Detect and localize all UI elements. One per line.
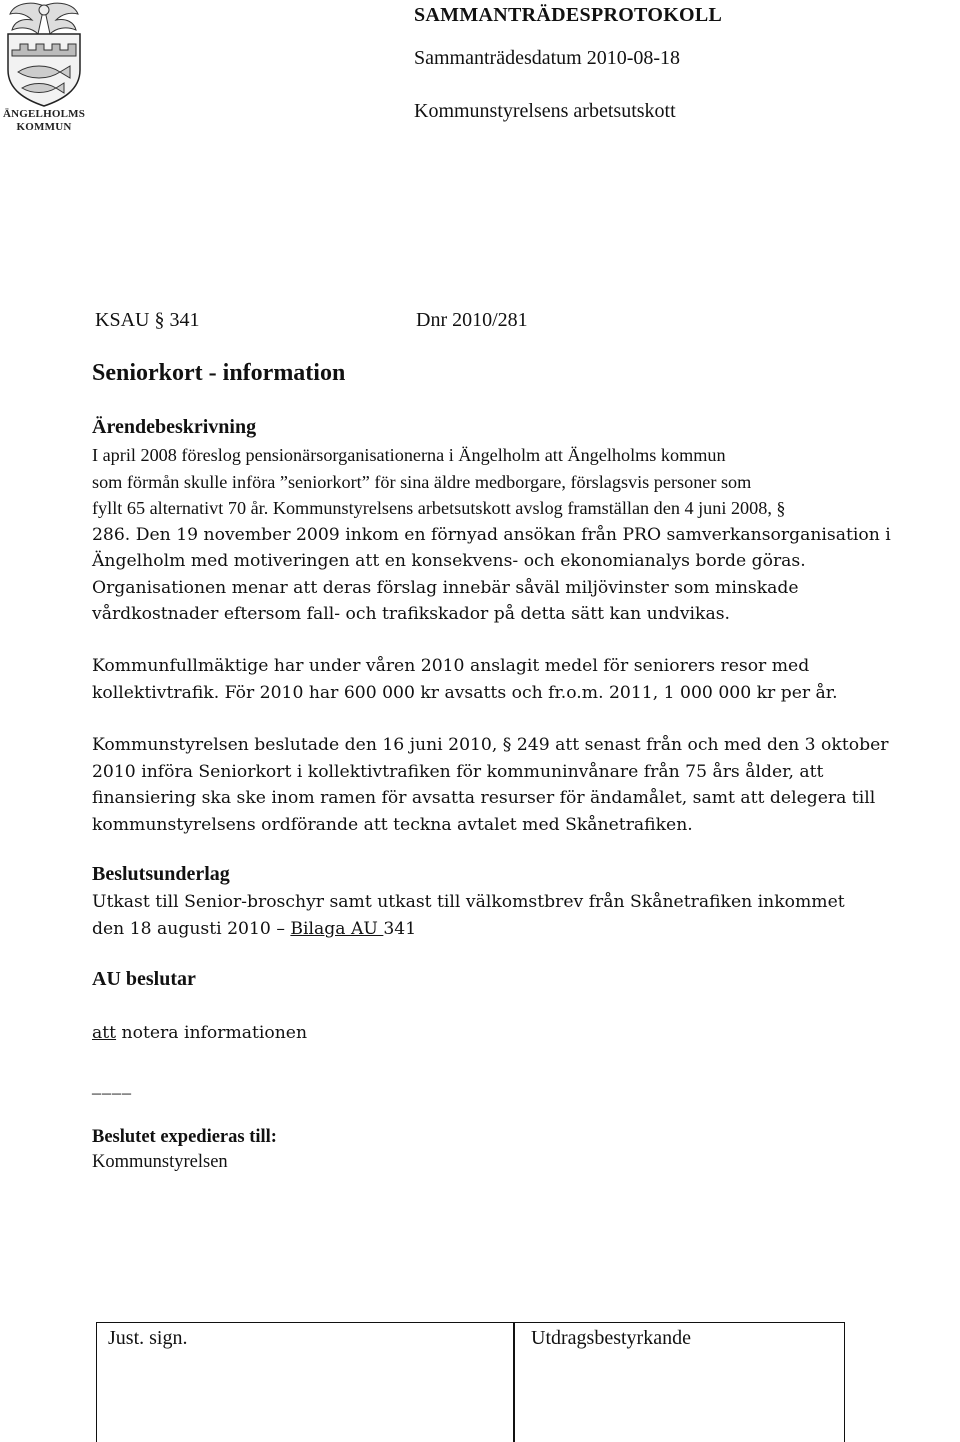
date-text: den 18 augusti 2010 – [92,918,291,939]
decision-text [92,1020,307,1047]
logo-name-line1: ÄNGELHOLMS [2,108,86,120]
text-line: I april 2008 föreslog pensionärsorganisationerna i Ängelholm att Ängelholms kommun [92,445,726,465]
diary-number: Dnr 2010/281 [416,309,528,331]
case-description-paragraph-3 [92,732,888,838]
case-description-heading: Ärendebeskrivning [92,416,257,438]
text-line: 2010 införa Seniorkort i kollektivtrafiken för kommuninvånare från 75 års ålder, att [92,761,824,782]
text-line: Organisationen menar att deras förslag innebär såväl miljövinster som minskade [92,577,799,598]
text-line: Utkast till Senior-broschyr samt utkast till välkomstbrev från Skånetrafiken inkommet [92,892,845,912]
text-line: Kommunfullmäktige har under våren 2010 anslagit medel för seniorers resor med [92,656,810,676]
text-line [92,916,845,943]
att-keyword: att [92,1023,117,1043]
case-description-paragraph-2 [92,653,838,706]
decision-heading: AU beslutar [92,968,196,990]
logo-name-line2: KOMMUN [16,121,72,133]
text-line: kommunstyrelsens ordförande att teckna avtalet med Skånetrafiken. [92,814,693,835]
paragraph-reference: KSAU § 341 [95,309,200,331]
adjuster-signature-label: Just. sign. [108,1327,188,1349]
text-line: vårdkostnader eftersom fall- och trafikskador på detta sätt kan undvikas. [92,604,730,624]
text-line: Ängelholm med motiveringen att en konsekvens- och ekonomianalys borde göras. [92,551,806,571]
text-line: fyllt 65 alternativt 70 år. Kommunstyrelsens arbetsutskott avslog framställan den 4 juni 2008, § [92,498,786,518]
extract-certification-label: Utdragsbestyrkande [531,1327,691,1349]
meeting-date: Sammanträdesdatum 2010-08-18 [414,47,681,69]
decision-basis-text [92,889,845,942]
municipality-logo [0,0,96,140]
committee-name: Kommunstyrelsens arbetsutskott [414,100,676,122]
coat-of-arms-icon [0,0,88,108]
document-type-title: SAMMANTRÄDESPROTOKOLL [414,4,723,26]
attachment-number: 341 [383,918,417,939]
case-description-paragraph-1 [92,442,891,628]
signature-divider [513,1323,515,1442]
text-line: finansiering ska ske inom ramen för avsatta resurser för ändamålet, samt att delegera till [92,788,876,808]
signature-box [96,1322,845,1442]
decision-statement: notera informationen [116,1023,308,1043]
case-title: Seniorkort - information [92,360,346,386]
distribution-heading: Beslutet expedieras till: [92,1127,277,1147]
closing-rule: ____ [92,1076,132,1096]
distribution-recipient: Kommunstyrelsen [92,1152,228,1172]
decision-basis-heading: Beslutsunderlag [92,863,230,885]
text-line: som förmån skulle införa ”seniorkort” för sina äldre medborgare, förslagsvis personer som [92,471,752,492]
text-line: 286. Den 19 november 2009 inkom en förnyad ansökan från PRO samverkansorganisation i [92,524,891,545]
text-line: kollektivtrafik. För 2010 har 600 000 kr avsatts och fr.o.m. 2011, 1 000 000 kr per år. [92,682,838,703]
attachment-link[interactable]: Bilaga AU [290,918,384,939]
text-line: Kommunstyrelsen beslutade den 16 juni 2010, § 249 att senast från och med den 3 oktober [92,735,889,755]
